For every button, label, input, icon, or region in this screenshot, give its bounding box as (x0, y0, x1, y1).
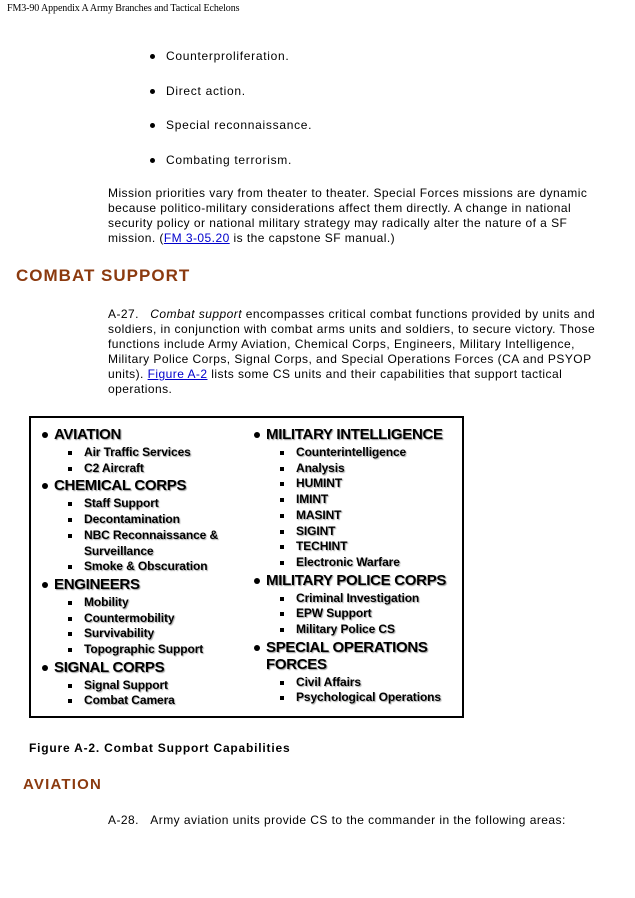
bullet-icon (42, 483, 48, 489)
bullet-icon (150, 89, 155, 94)
section-heading-aviation: AVIATION (23, 776, 103, 793)
list-item: Air Traffic Services (41, 445, 244, 461)
category-items (41, 678, 244, 709)
category-items (253, 591, 456, 638)
figure-left-column (41, 426, 244, 710)
square-bullet-icon (68, 451, 72, 455)
category-aviation: AVIATION (41, 426, 244, 443)
category-special-operations-forces: SPECIAL OPERATIONS FORCES (253, 639, 446, 673)
square-bullet-icon (68, 534, 72, 538)
list-item: Countermobility (41, 611, 244, 627)
list-item: Staff Support (41, 496, 244, 512)
figure-a-2-link[interactable]: Figure A-2 (147, 367, 208, 381)
square-bullet-icon (68, 617, 72, 621)
list-item: NBC Reconnaissance & Surveillance (41, 528, 244, 559)
square-bullet-icon (68, 518, 72, 522)
list-item: Psychological Operations (253, 690, 456, 706)
bullet-icon (42, 432, 48, 438)
category-military-intelligence: MILITARY INTELLIGENCE (253, 426, 456, 443)
bullet-icon (42, 582, 48, 588)
square-bullet-icon (280, 530, 284, 534)
bullet-icon (254, 645, 260, 651)
square-bullet-icon (68, 699, 72, 703)
list-item: Smoke & Obscuration (41, 559, 244, 575)
sf-paragraph: Mission priorities vary from theater to theater. Special Forces missions are dynamic because politico-military considerations affect them directly. A change in national security policy or national military strategy may radically alter the nature of a SF mission. (FM 3-05.20 is the capstone SF manual.) (108, 186, 588, 245)
list-item: Combating terrorism. (150, 151, 312, 186)
square-bullet-icon (280, 514, 284, 518)
square-bullet-icon (280, 545, 284, 549)
list-item: TECHINT (253, 539, 456, 555)
figure-caption: Figure A-2. Combat Support Capabilities (29, 741, 291, 755)
combat-support-figure (29, 416, 464, 718)
category-items (41, 496, 244, 575)
square-bullet-icon (280, 498, 284, 502)
bullet-icon (150, 54, 155, 59)
square-bullet-icon (280, 482, 284, 486)
category-military-police-corps: MILITARY POLICE CORPS (253, 572, 456, 589)
square-bullet-icon (280, 597, 284, 601)
list-item: Counterintelligence (253, 445, 456, 461)
list-item: Special reconnaissance. (150, 116, 312, 151)
list-item: Survivability (41, 626, 244, 642)
list-item: Combat Camera (41, 693, 244, 709)
list-item: C2 Aircraft (41, 461, 244, 477)
list-item: HUMINT (253, 476, 456, 492)
aviation-paragraph: A-28. Army aviation units provide CS to the commander in the following areas: (108, 813, 566, 827)
list-item: MASINT (253, 508, 456, 524)
list-item: Direct action. (150, 82, 312, 117)
list-item: IMINT (253, 492, 456, 508)
square-bullet-icon (280, 612, 284, 616)
list-item: Topographic Support (41, 642, 244, 658)
list-item: Criminal Investigation (253, 591, 456, 607)
list-item: Decontamination (41, 512, 244, 528)
fm-3-05-20-link[interactable]: FM 3-05.20 (163, 231, 230, 245)
square-bullet-icon (68, 565, 72, 569)
list-item: Analysis (253, 461, 456, 477)
list-item: SIGINT (253, 524, 456, 540)
bullet-icon (254, 578, 260, 584)
category-items (41, 595, 244, 658)
list-item: Electronic Warfare (253, 555, 456, 571)
running-head: FM3-90 Appendix A Army Branches and Tactical Echelons (7, 3, 240, 14)
list-item: Mobility (41, 595, 244, 611)
square-bullet-icon (280, 628, 284, 632)
square-bullet-icon (68, 467, 72, 471)
category-signal-corps: SIGNAL CORPS (41, 659, 244, 676)
square-bullet-icon (68, 502, 72, 506)
list-item: Counterproliferation. (150, 47, 312, 82)
category-items (41, 445, 244, 476)
square-bullet-icon (280, 467, 284, 471)
square-bullet-icon (68, 632, 72, 636)
list-item: EPW Support (253, 606, 456, 622)
category-items (253, 675, 456, 706)
section-heading-combat-support: COMBAT SUPPORT (16, 266, 191, 285)
square-bullet-icon (68, 601, 72, 605)
category-chemical-corps: CHEMICAL CORPS (41, 477, 244, 494)
square-bullet-icon (280, 696, 284, 700)
square-bullet-icon (68, 684, 72, 688)
figure-right-column (253, 426, 456, 707)
bullet-icon (150, 123, 155, 128)
square-bullet-icon (280, 561, 284, 565)
bullet-icon (42, 665, 48, 671)
list-item: Signal Support (41, 678, 244, 694)
square-bullet-icon (280, 451, 284, 455)
category-items (253, 445, 456, 571)
category-engineers: ENGINEERS (41, 576, 244, 593)
square-bullet-icon (68, 648, 72, 652)
combat-support-paragraph: A-27. Combat support encompasses critical combat functions provided by units and soldiers, in conjunction with combat arms units and soldiers, to secure victory. Those functions include Army Aviation, Chemical Corps, Engineers, Military Intelligence, Military Police Corps, Signal Corps, and Special Operations Forces (CA and PSYOP units). Figure A-2 lists some CS units and their capabilities that support tactical operations. (108, 307, 596, 396)
bullet-icon (254, 432, 260, 438)
list-item: Military Police CS (253, 622, 456, 638)
square-bullet-icon (280, 681, 284, 685)
mission-bullet-list (150, 47, 312, 185)
bullet-icon (150, 158, 155, 163)
list-item: Civil Affairs (253, 675, 456, 691)
